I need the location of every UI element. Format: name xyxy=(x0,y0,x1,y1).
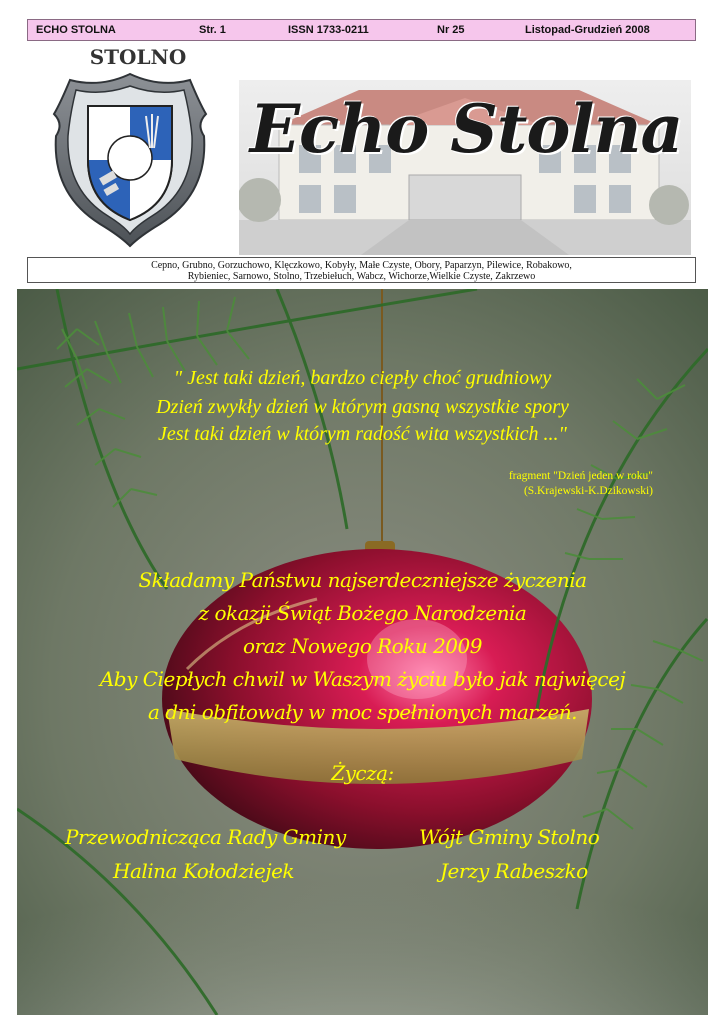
coat-of-arms-icon xyxy=(40,44,220,254)
wishes-line: a dni obfitowały w moc spełnionych marzeń. xyxy=(147,700,578,724)
poem-line: " Jest taki dzień, bardzo ciepły choć grudniowy xyxy=(173,367,552,389)
wishes-from-label: Życzą: xyxy=(331,761,394,785)
issn-number: ISSN 1733-0211 xyxy=(288,24,369,36)
wishes-line: Składamy Państwu najserdeczniejsze życzenia xyxy=(138,568,587,592)
masthead-title: Echo Stolna xyxy=(249,90,683,168)
wishes-line: Aby Ciepłych chwil w Waszym życiu było jak najwięcej xyxy=(99,667,626,691)
publication-name: ECHO STOLNA xyxy=(36,24,116,36)
village-list-line: Rybieniec, Sarnowo, Stolno, Trzebiełuch, Wabcz, Wichorze,Wielkie Czyste, Zakrzewo xyxy=(187,271,536,282)
issue-header-bar xyxy=(27,19,696,41)
christmas-greeting-card xyxy=(17,289,708,1015)
page-number: Str. 1 xyxy=(199,24,226,36)
village-list-line: Cepno, Grubno, Gorzuchowo, Klęczkowo, Kobyły, Małe Czyste, Obory, Paparzyn, Pilewice, Robakowo, xyxy=(151,260,572,271)
crest-label: STOLNO xyxy=(89,45,187,69)
council-chair-title: Przewodnicząca Rady Gminy xyxy=(65,825,346,849)
wishes-line: oraz Nowego Roku 2009 xyxy=(243,634,482,658)
poem-authors: (S.Krajewski-K.Dzikowski) xyxy=(523,485,653,497)
mayor-title: Wójt Gminy Stolno xyxy=(419,825,600,849)
poem-line: Dzień zwykły dzień w którym gasną wszystkie spory xyxy=(156,396,569,418)
poem-line: Jest taki dzień w którym radość wita wszystkich ..." xyxy=(158,423,567,445)
issue-number: Nr 25 xyxy=(437,24,465,36)
village-list xyxy=(27,257,696,283)
wishes-line: z okazji Świąt Bożego Narodzenia xyxy=(198,601,527,625)
issue-date: Listopad-Grudzień 2008 xyxy=(525,24,650,36)
council-chair-name: Halina Kołodziejek xyxy=(113,859,295,883)
poem-source: fragment "Dzień jeden w roku" xyxy=(508,470,653,482)
mayor-name: Jerzy Rabeszko xyxy=(440,859,588,883)
